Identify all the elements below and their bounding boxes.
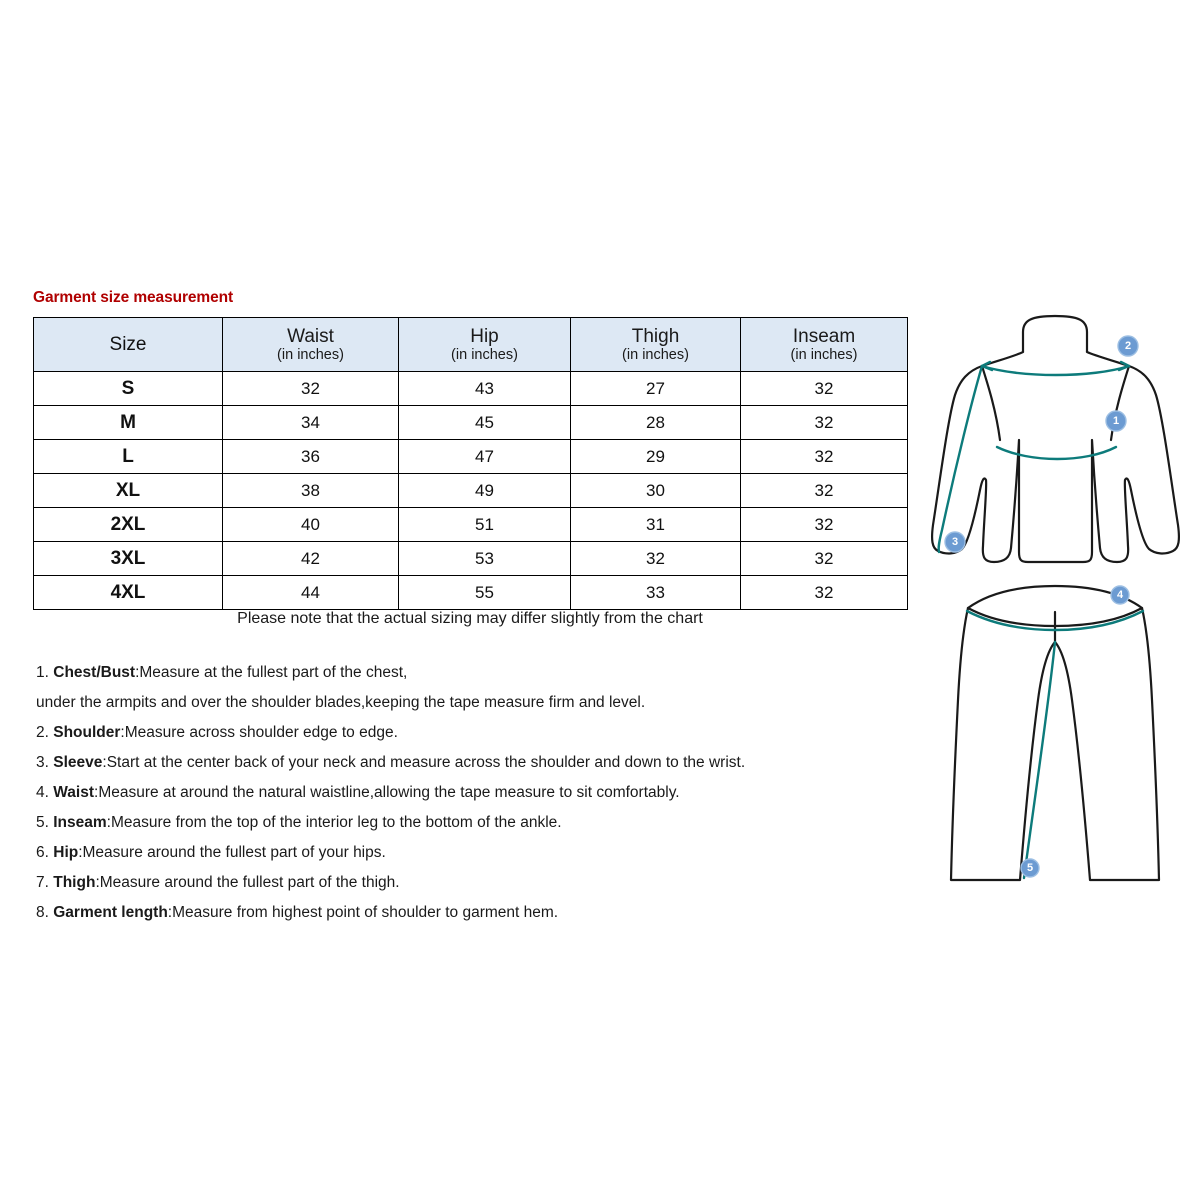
cell-waist: 40 <box>223 508 399 542</box>
cell-thigh: 32 <box>571 542 741 576</box>
cell-hip: 53 <box>399 542 571 576</box>
table-row <box>34 440 908 474</box>
sizing-disclaimer-note: Please note that the actual sizing may differ slightly from the chart <box>237 610 703 627</box>
cell-waist: 36 <box>223 440 399 474</box>
instruction-item <box>36 748 906 778</box>
cell-inseam: 32 <box>741 372 908 406</box>
instruction-body: :Measure around the fullest part of the thigh. <box>95 874 400 891</box>
instruction-body: :Measure across shoulder edge to edge. <box>120 724 398 741</box>
column-header-size <box>34 318 223 372</box>
pants-illustration <box>951 586 1159 880</box>
column-header-inseam-label: Inseam <box>792 325 856 347</box>
instruction-body: :Measure around the fullest part of your hips. <box>78 844 386 861</box>
instruction-item <box>36 718 906 748</box>
cell-waist: 42 <box>223 542 399 576</box>
instruction-term: Thigh <box>53 874 96 891</box>
marker-2-shoulder <box>1118 336 1138 356</box>
instruction-item-continuation <box>36 688 906 718</box>
marker-5-inseam <box>1021 859 1039 877</box>
column-header-inseam-unit: (in inches) <box>790 346 858 363</box>
cell-inseam: 32 <box>741 474 908 508</box>
column-header-hip <box>399 318 571 372</box>
jacket-illustration <box>932 316 1179 562</box>
cell-thigh: 28 <box>571 406 741 440</box>
column-header-hip-label: Hip <box>470 325 499 347</box>
column-header-thigh <box>571 318 741 372</box>
table-row <box>34 474 908 508</box>
cell-hip: 43 <box>399 372 571 406</box>
marker-3-label: 3 <box>951 536 959 548</box>
cell-size: 4XL <box>34 576 223 610</box>
instruction-body: :Measure at around the natural waistline,allowing the tape measure to sit comfortably. <box>94 784 680 801</box>
jacket-body-shape <box>932 352 1179 562</box>
cell-size: XL <box>34 474 223 508</box>
cell-inseam: 32 <box>741 440 908 474</box>
marker-2-label: 2 <box>1124 340 1132 352</box>
column-header-size-label: Size <box>109 333 147 355</box>
cell-size: 3XL <box>34 542 223 576</box>
cell-thigh: 33 <box>571 576 741 610</box>
cell-waist: 32 <box>223 372 399 406</box>
instruction-term: Hip <box>53 844 79 861</box>
column-header-waist-unit: (in inches) <box>277 346 344 363</box>
table-row <box>34 372 908 406</box>
size-chart-table <box>33 317 908 610</box>
cell-inseam: 32 <box>741 406 908 440</box>
instruction-item <box>36 898 906 928</box>
marker-1-label: 1 <box>1112 415 1120 427</box>
instruction-body: :Measure from highest point of shoulder to garment hem. <box>167 904 559 921</box>
cell-thigh: 27 <box>571 372 741 406</box>
marker-5-label: 5 <box>1026 862 1034 874</box>
cell-hip: 47 <box>399 440 571 474</box>
column-header-thigh-unit: (in inches) <box>622 346 689 363</box>
column-header-thigh-label: Thigh <box>631 325 680 347</box>
instruction-body: :Measure from the top of the interior leg to the bottom of the ankle. <box>106 814 562 831</box>
instruction-number: 5. <box>36 814 49 831</box>
table-row <box>34 576 908 610</box>
table-row <box>34 508 908 542</box>
cell-waist: 44 <box>223 576 399 610</box>
marker-4-waist <box>1111 586 1129 604</box>
instruction-number: 4. <box>36 784 49 801</box>
instruction-number: 6. <box>36 844 49 861</box>
instruction-item <box>36 868 906 898</box>
garment-diagram <box>920 290 1190 900</box>
marker-1-chest <box>1106 411 1126 431</box>
instruction-term: Garment length <box>53 904 168 921</box>
cell-thigh: 30 <box>571 474 741 508</box>
cell-inseam: 32 <box>741 542 908 576</box>
instruction-term: Chest/Bust <box>53 664 136 681</box>
instruction-number: 1. <box>36 664 49 681</box>
table-row <box>34 406 908 440</box>
instruction-number: 2. <box>36 724 49 741</box>
instruction-number: 3. <box>36 754 49 771</box>
column-header-inseam <box>741 318 908 372</box>
page-title: Garment size measurement <box>33 289 234 306</box>
column-header-waist <box>223 318 399 372</box>
cell-thigh: 31 <box>571 508 741 542</box>
instruction-item <box>36 778 906 808</box>
instruction-term: Waist <box>53 784 95 801</box>
instruction-item <box>36 838 906 868</box>
column-header-waist-label: Waist <box>287 325 334 347</box>
cell-size: S <box>34 372 223 406</box>
instruction-number: 8. <box>36 904 49 921</box>
table-row <box>34 542 908 576</box>
cell-hip: 49 <box>399 474 571 508</box>
instruction-item <box>36 658 906 688</box>
table-header-row <box>34 318 908 372</box>
instruction-number: 7. <box>36 874 49 891</box>
cell-hip: 45 <box>399 406 571 440</box>
cell-waist: 34 <box>223 406 399 440</box>
instruction-body: :Start at the center back of your neck and measure across the shoulder and down to the wrist. <box>102 754 746 771</box>
cell-hip: 51 <box>399 508 571 542</box>
instruction-body: :Measure at the fullest part of the chest, <box>135 664 408 681</box>
column-header-hip-unit: (in inches) <box>451 346 518 363</box>
instruction-term: Inseam <box>53 814 107 831</box>
instruction-term: Sleeve <box>53 754 103 771</box>
instruction-body: under the armpits and over the shoulder blades,keeping the tape measure firm and level. <box>36 694 646 711</box>
cell-size: L <box>34 440 223 474</box>
cell-hip: 55 <box>399 576 571 610</box>
marker-4-label: 4 <box>1116 589 1124 601</box>
cell-inseam: 32 <box>741 576 908 610</box>
cell-thigh: 29 <box>571 440 741 474</box>
cell-size: M <box>34 406 223 440</box>
measurement-instructions-list <box>36 658 906 928</box>
cell-inseam: 32 <box>741 508 908 542</box>
instruction-item <box>36 808 906 838</box>
marker-3-sleeve <box>945 532 965 552</box>
cell-size: 2XL <box>34 508 223 542</box>
instruction-term: Shoulder <box>53 724 121 741</box>
cell-waist: 38 <box>223 474 399 508</box>
